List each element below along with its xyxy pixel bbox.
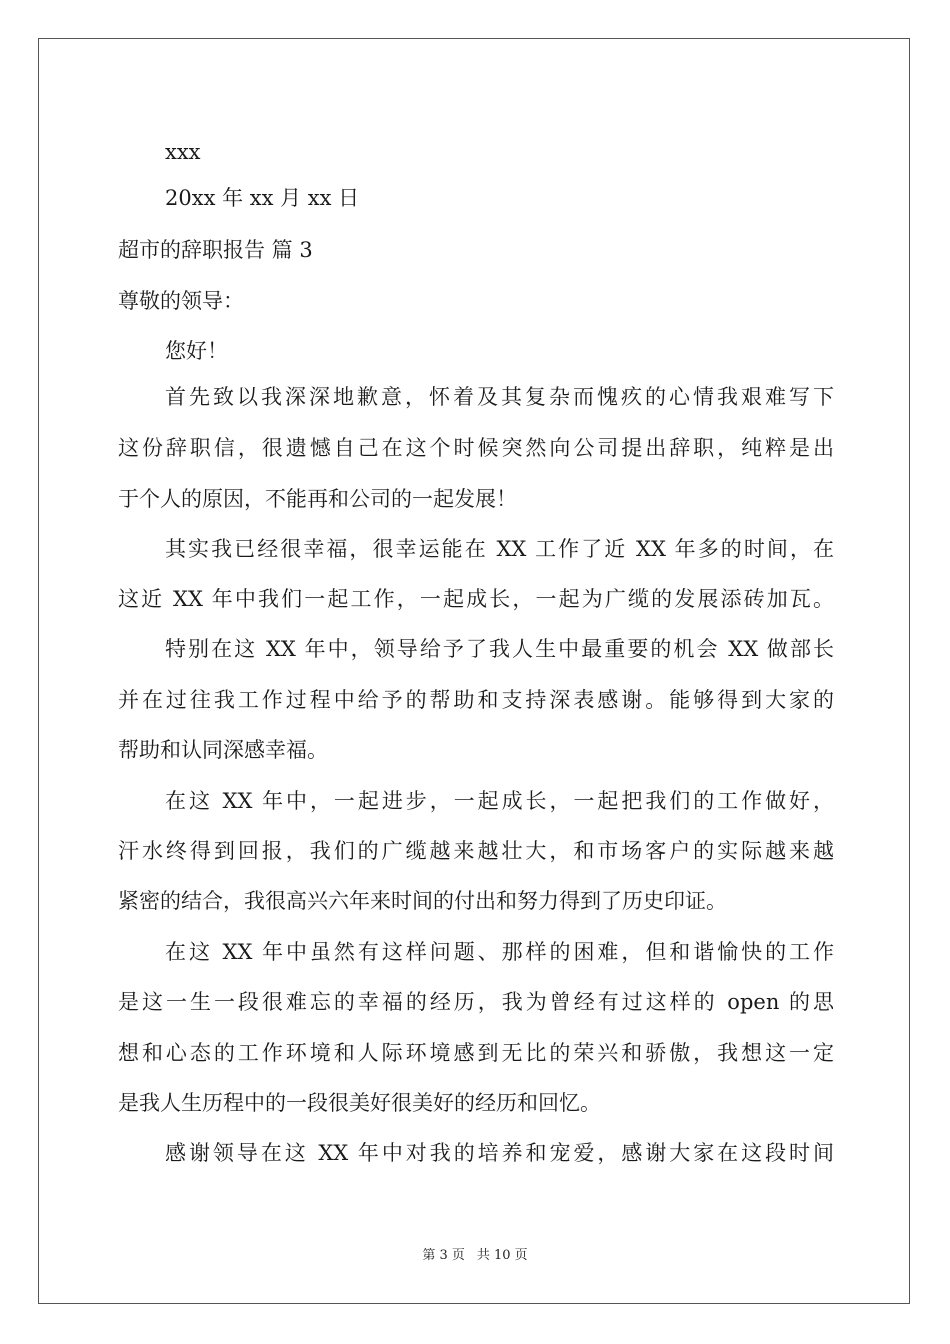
- body-line: 是这一生一段很难忘的幸福的经历，我为曾经有过这样的 open 的思: [118, 990, 834, 1014]
- body-line: 特别在这 XX 年中，领导给予了我人生中最重要的机会 XX 做部长: [165, 637, 834, 661]
- greeting: 您好！: [165, 339, 228, 363]
- document-title: 超市的辞职报告 篇 3: [118, 238, 313, 262]
- page-total: 共 10 页: [476, 1248, 528, 1263]
- body-line: 这份辞职信，很遗憾自己在这个时候突然向公司提出辞职，纯粹是出: [118, 436, 834, 460]
- salutation: 尊敬的领导：: [118, 289, 244, 313]
- body-line: 首先致以我深深地歉意，怀着及其复杂而愧疚的心情我艰难写下: [165, 385, 834, 409]
- body-line: 感谢领导在这 XX 年中对我的培养和宠爱，感谢大家在这段时间: [165, 1141, 834, 1165]
- date-line: 20xx 年 xx 月 xx 日: [165, 186, 360, 210]
- body-line: 于个人的原因，不能再和公司的一起发展！: [118, 487, 517, 511]
- body-line: 在这 XX 年中虽然有这样问题、那样的困难，但和谐愉快的工作: [165, 940, 834, 964]
- body-line: 这近 XX 年中我们一起工作，一起成长，一起为广缆的发展添砖加瓦。: [118, 587, 834, 611]
- signature: xxx: [165, 140, 201, 164]
- body-line: 汗水终得到回报，我们的广缆越来越壮大，和市场客户的实际越来越: [118, 839, 834, 863]
- page-footer: [0, 1247, 950, 1265]
- body-line: 帮助和认同深感幸福。: [118, 738, 328, 762]
- body-line: 并在过往我工作过程中给予的帮助和支持深表感谢。能够得到大家的: [118, 688, 834, 712]
- body-line: 想和心态的工作环境和人际环境感到无比的荣兴和骄傲，我想这一定: [118, 1041, 834, 1065]
- body-line: 紧密的结合，我很高兴六年来时间的付出和努力得到了历史印证。: [118, 889, 727, 913]
- body-line: 在这 XX 年中，一起进步，一起成长，一起把我们的工作做好，: [165, 789, 834, 813]
- body-line: 其实我已经很幸福，很幸运能在 XX 工作了近 XX 年多的时间，在: [165, 537, 834, 561]
- page-number: 第 3 页: [422, 1248, 465, 1263]
- body-line: 是我人生历程中的一段很美好很美好的经历和回忆。: [118, 1091, 601, 1115]
